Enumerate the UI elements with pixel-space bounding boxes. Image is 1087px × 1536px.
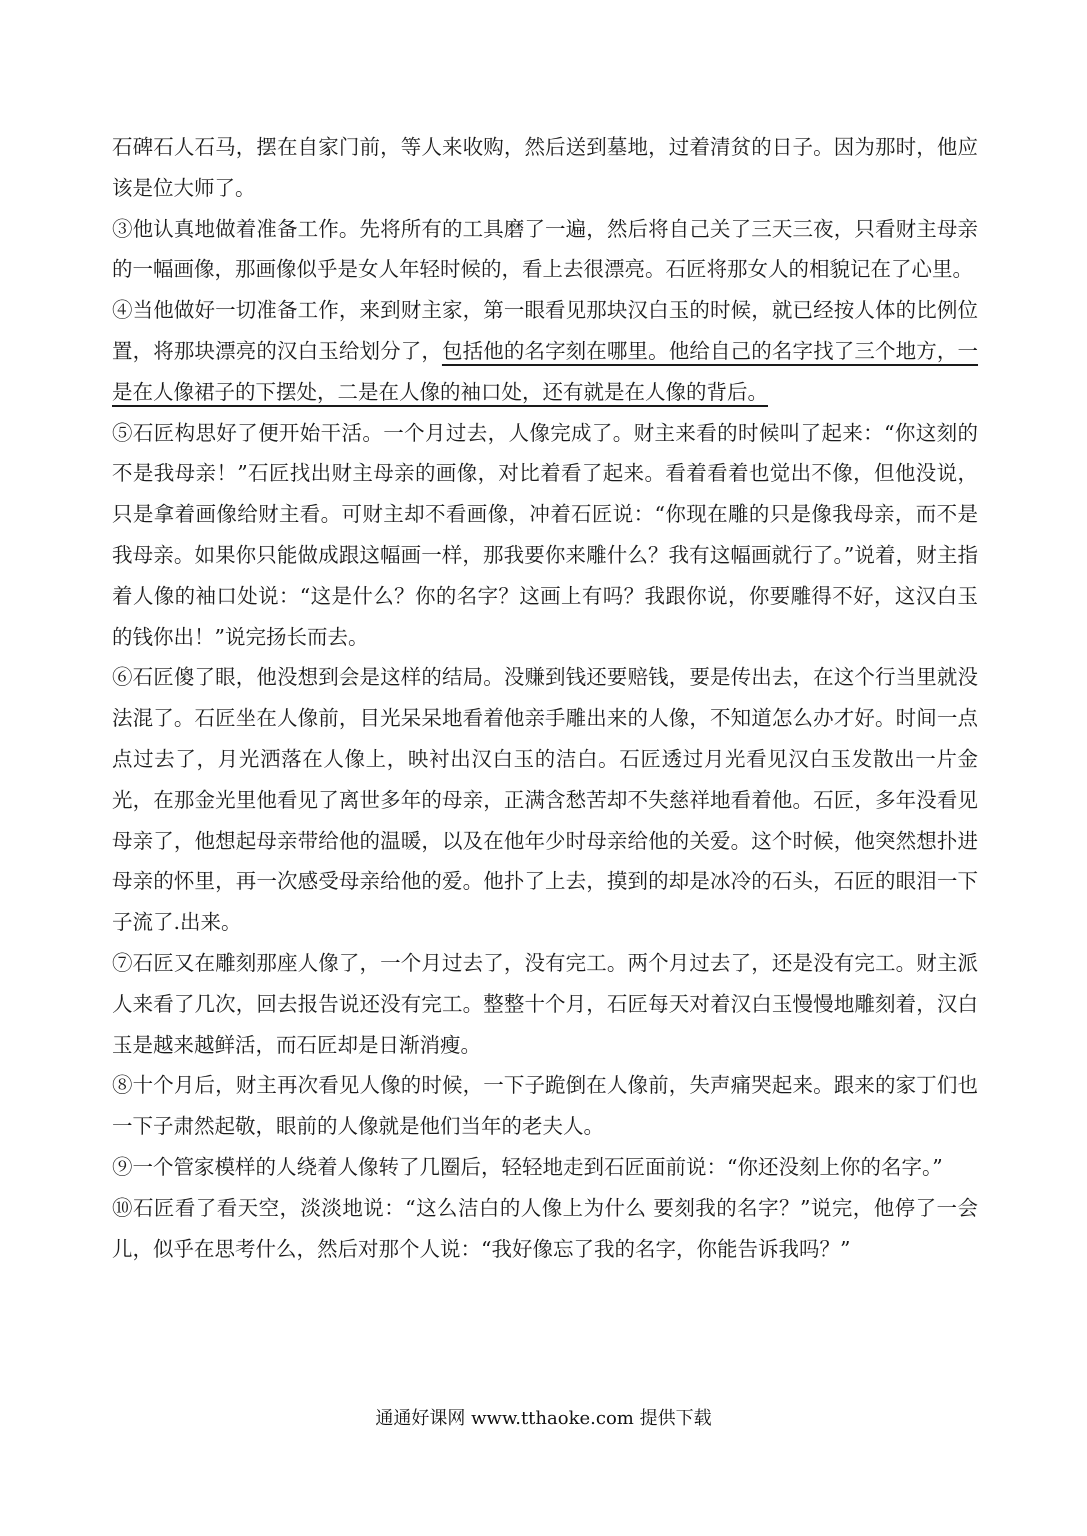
- paragraph-5: [112, 413, 978, 658]
- paragraph-text: ⑧十个月后，财主再次看见人像的时候，一下子跪倒在人像前，失声痛哭起来。跟来的家丁们也一下子肃然起敬，眼前的人像就是他们当年的老夫人。: [112, 1073, 978, 1139]
- paragraph-text: ⑦石匠又在雕刻那座人像了，一个月过去了，没有完工。两个月过去了，还是没有完工。财主派人来看了几次，回去报告说还没有完工。整整十个月，石匠每天对着汉白玉慢慢地雕刻着，汉白玉是越来越鲜活，而石匠却是日渐消瘦。: [112, 950, 978, 1057]
- paragraph-intro: [112, 127, 978, 209]
- paragraph-text: 石碑石人石马，摆在自家门前，等人来收购，然后送到墓地，过着清贫的日子。因为那时，他应该是位大师了。: [112, 135, 978, 200]
- underlined-sentence: 包括他的名字刻在哪里。他给自己的名字找了三个地方，一是在人像裙子的下摆处，二是在人像的袖口处，还有就是在人像的背后。: [112, 338, 979, 404]
- paragraph-4: [112, 290, 978, 412]
- paragraph-text: ⑤石匠构思好了便开始干活。一个月过去，人像完成了。财主来看的时候叫了起来：“你这刻的不是我母亲！”石匠找出财主母亲的画像，对比着看了起来。看着看着也觉出不像，但他没说，只是拿着画像给财主看。可财主却不看画像，冲着石匠说：“你现在雕的只是像我母亲，而不是我母亲。如果你只能做成跟这幅画一样，那我要你来雕什么？我有这幅画就行了。”说着，财主指着人像的袖口处说：“这是什么？你的名字？这画上有吗？我跟你说，你要雕得不好，这汉白玉的钱你出！”说完扬长而去。: [112, 420, 978, 649]
- paragraph-text: ④当他做好一切准备工作，来到财主家，第一眼看见那块汉白玉的时候，就已经按人体的比例位置，将那块漂亮的汉白玉给划分了，: [112, 298, 978, 363]
- paragraph-10: [112, 1188, 978, 1270]
- paragraph-text: ③他认真地做着准备工作。先将所有的工具磨了一遍，然后将自己关了三天三夜，只看财主母亲的一幅画像，那画像似乎是女人年轻时候的，看上去很漂亮。石匠将那女人的相貌记在了心里。: [112, 216, 978, 282]
- paragraph-text: ⑩石匠看了看天空，淡淡地说：“这么洁白的人像上为什么 要刻我的名字？”说完，他停了一会儿，似乎在思考什么，然后对那个人说：“我好像忘了我的名字，你能告诉我吗？”: [112, 1195, 978, 1261]
- paragraph-8: [112, 1065, 978, 1147]
- page-footer: 通通好课网 www.tthaoke.com 提供下载: [375, 1408, 712, 1429]
- paragraph-7: [112, 943, 978, 1065]
- article-body: [112, 127, 978, 1269]
- paragraph-text: ⑥石匠傻了眼，他没想到会是这样的结局。没赚到钱还要赔钱，要是传出去，在这个行当里就没法混了。石匠坐在人像前，目光呆呆地看着他亲手雕出来的人像，不知道怎么办才好。时间一点点过去了，月光洒落在人像上，映衬出汉白玉的洁白。石匠透过月光看见汉白玉发散出一片金光，在那金光里他看见了离世多年的母亲，正满含愁苦却不失慈祥地看着他。石匠，多年没看见母亲了，他想起母亲带给他的温暖，以及在他年少时母亲给他的关爱。这个时候，他突然想扑进母亲的怀里，再一次感受母亲给他的爱。他扑了上去，摸到的却是冰冷的石头，石匠的眼泪一下子流了.出来。: [112, 665, 978, 935]
- paragraph-6: [112, 657, 978, 943]
- paragraph-text: ⑨一个管家模样的人绕着人像转了几圈后，轻轻地走到石匠面前说：“你还没刻上你的名字。”: [112, 1154, 943, 1179]
- paragraph-9: [112, 1147, 978, 1188]
- paragraph-3: [112, 209, 978, 291]
